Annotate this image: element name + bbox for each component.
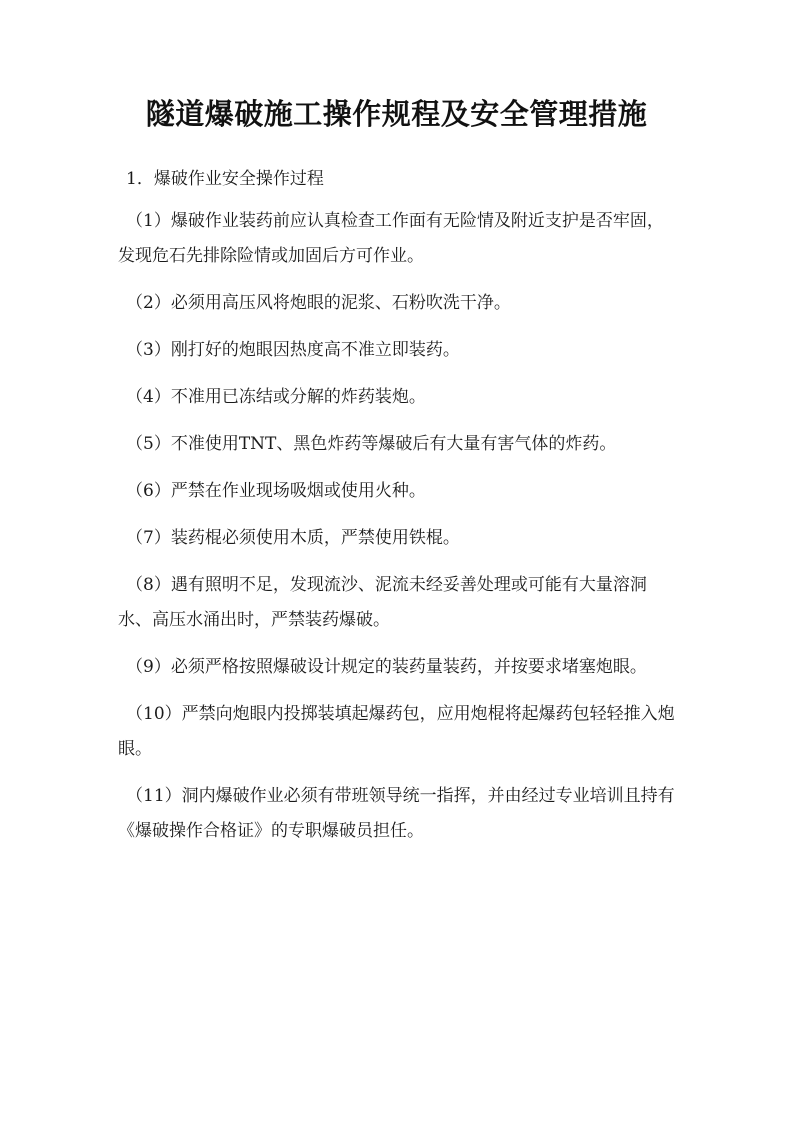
list-item-9: （9）必须严格按照爆破设计规定的装药量装药，并按要求堵塞炮眼。 (126, 657, 647, 677)
page-title: 隧道爆破施工操作规程及安全管理措施 (145, 97, 648, 131)
document-body (118, 164, 678, 861)
list-item-5: （5）不准使用TNT、黑色炸药等爆破后有大量有害气体的炸药。 (126, 434, 617, 454)
list-item-10: （10）严禁向炮眼内投掷装填起爆药包，应用炮棍将起爆药包轻轻推入炮眼。 (118, 704, 675, 759)
list-item-11: （11）洞内爆破作业必须有带班领导统一指挥，并由经过专业培训且持有《爆破操作合格证》的专职爆破员担任。 (118, 786, 675, 841)
list-item-2: （2）必须用高压风将炮眼的泥浆、石粉吹洗干净。 (126, 293, 511, 313)
section-heading: 1．爆破作业安全操作过程 (126, 169, 324, 189)
list-item-1: （1）爆破作业装药前应认真检查工作面有无险情及附近支护是否牢固，发现危石先排除险情或加固后方可作业。 (118, 211, 664, 266)
list-item-6: （6）严禁在作业现场吸烟或使用火种。 (126, 481, 426, 501)
list-item-8: （8）遇有照明不足，发现流沙、泥流未经妥善处理或可能有大量溶洞水、高压水涌出时，严禁装药爆破。 (118, 575, 647, 630)
list-item-3: （3）刚打好的炮眼因热度高不准立即装药。 (126, 340, 460, 360)
list-item-4: （4）不准用已冻结或分解的炸药装炮。 (126, 387, 426, 407)
list-item-7: （7）装药棍必须使用木质，严禁使用铁棍。 (126, 528, 460, 548)
